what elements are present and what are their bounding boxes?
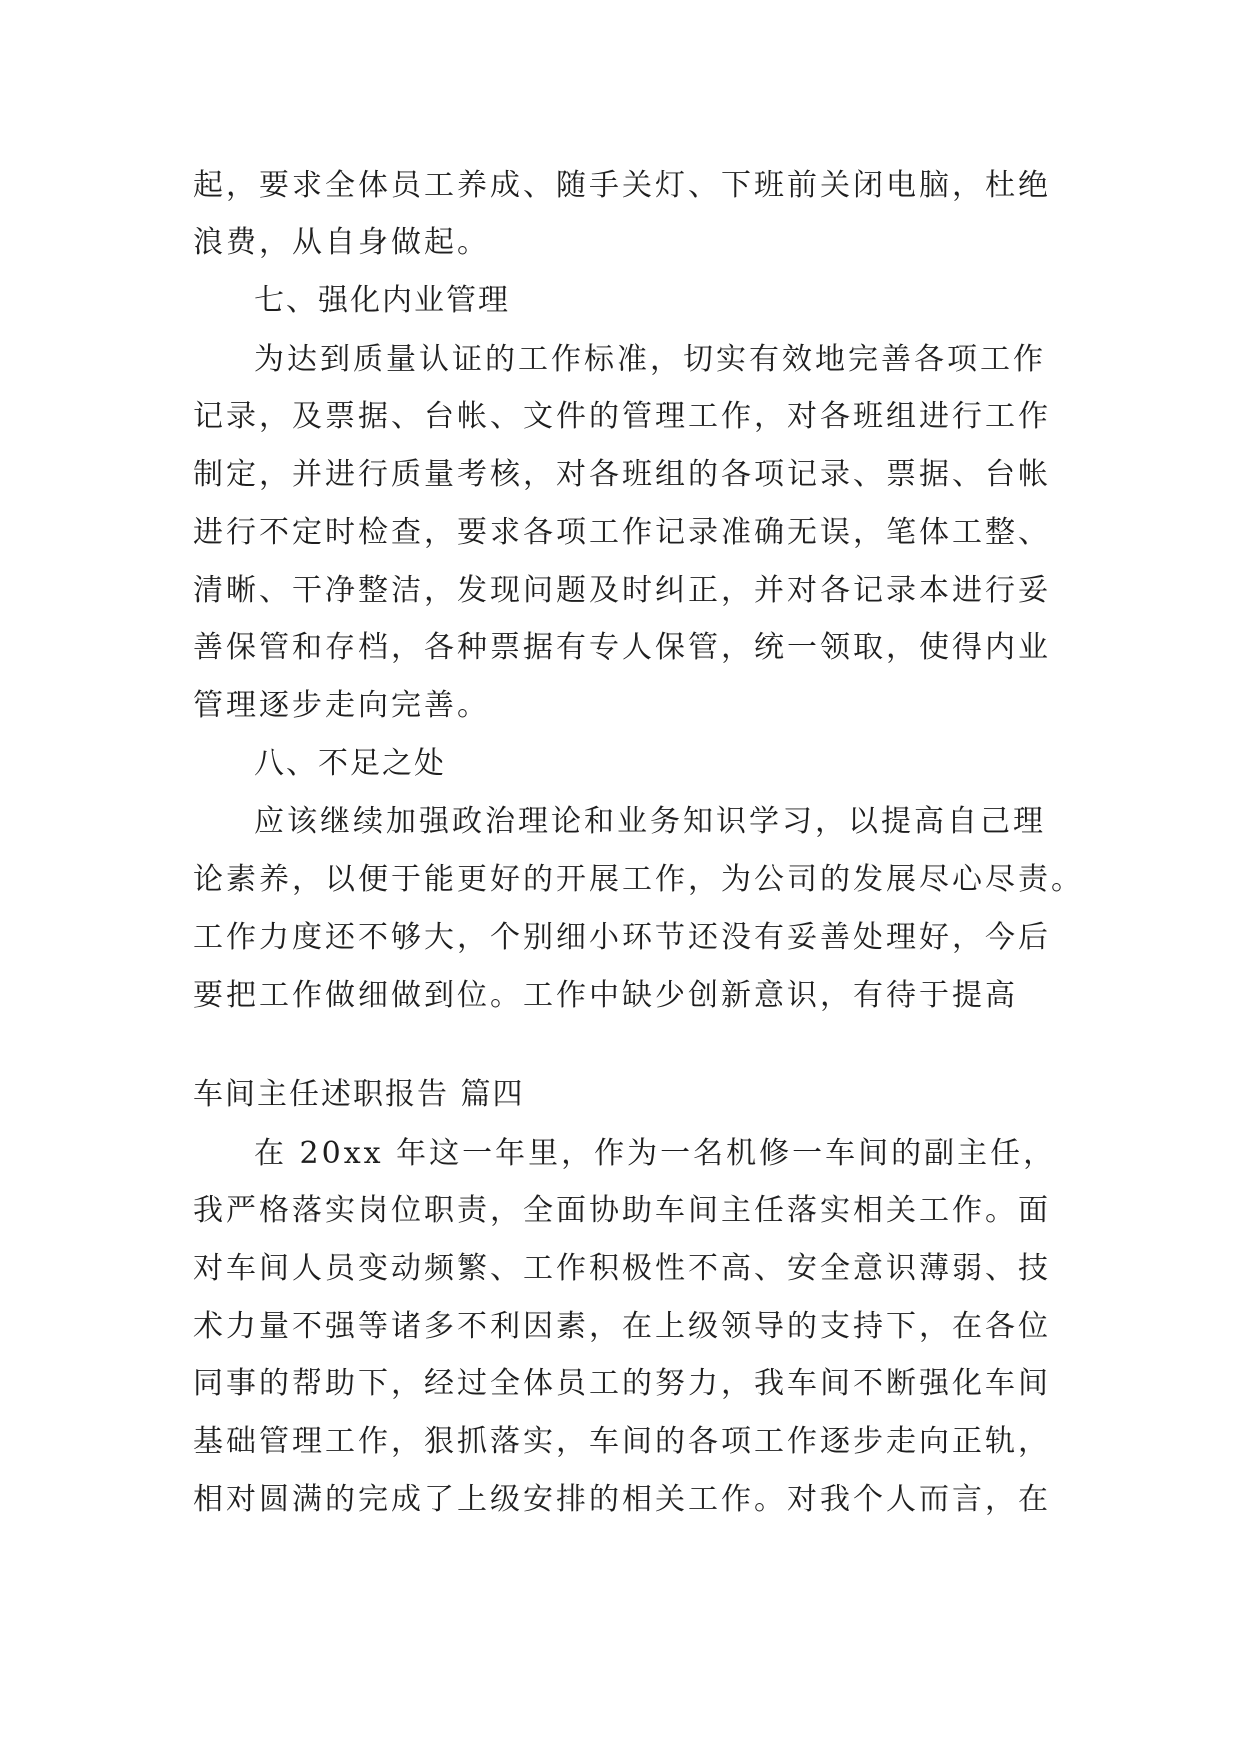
body-text-line: 相对圆满的完成了上级安排的相关工作。对我个人而言，在 <box>193 1482 1051 1517</box>
body-text-line: 要把工作做细做到位。工作中缺少创新意识，有待于提高 <box>193 978 1018 1013</box>
body-text-line: 基础管理工作，狠抓落实，车间的各项工作逐步走向正轨， <box>193 1424 1051 1459</box>
body-text-line: 浪费，从自身做起。 <box>193 225 490 260</box>
body-text-line: 管理逐步走向完善。 <box>193 688 490 723</box>
body-text-line: 制定，并进行质量考核，对各班组的各项记录、票据、台帐 <box>193 457 1051 492</box>
body-text-line: 论素养，以便于能更好的开展工作，为公司的发展尽心尽责。 <box>193 862 1084 897</box>
body-text-line: 清晰、干净整洁，发现问题及时纠正，并对各记录本进行妥 <box>193 573 1051 608</box>
body-text-line: 术力量不强等诸多不利因素，在上级领导的支持下，在各位 <box>193 1309 1051 1344</box>
body-text-line: 应该继续加强政治理论和业务知识学习，以提高自己理 <box>254 804 1046 839</box>
body-text-line: 同事的帮助下，经过全体员工的努力，我车间不断强化车间 <box>193 1366 1051 1401</box>
body-text-line: 善保管和存档，各种票据有专人保管，统一领取，使得内业 <box>193 630 1051 665</box>
section-heading: 七、强化内业管理 <box>254 283 510 318</box>
body-text-line: 在 20xx 年这一年里，作为一名机修一车间的副主任， <box>254 1136 1057 1171</box>
body-text-line: 对车间人员变动频繁、工作积极性不高、安全意识薄弱、技 <box>193 1251 1051 1286</box>
body-text-line: 为达到质量认证的工作标准，切实有效地完善各项工作 <box>254 342 1046 377</box>
section-heading: 八、不足之处 <box>254 746 446 781</box>
body-text-line: 我严格落实岗位职责，全面协助车间主任落实相关工作。面 <box>193 1193 1051 1228</box>
body-text-line: 记录，及票据、台帐、文件的管理工作，对各班组进行工作 <box>193 399 1051 434</box>
report-title: 车间主任述职报告 篇四 <box>193 1077 525 1112</box>
body-text-line: 起，要求全体员工养成、随手关灯、下班前关闭电脑，杜绝 <box>193 168 1051 203</box>
body-text-line: 进行不定时检查，要求各项工作记录准确无误，笔体工整、 <box>193 515 1051 550</box>
body-text-line: 工作力度还不够大，个别细小环节还没有妥善处理好，今后 <box>193 920 1051 955</box>
